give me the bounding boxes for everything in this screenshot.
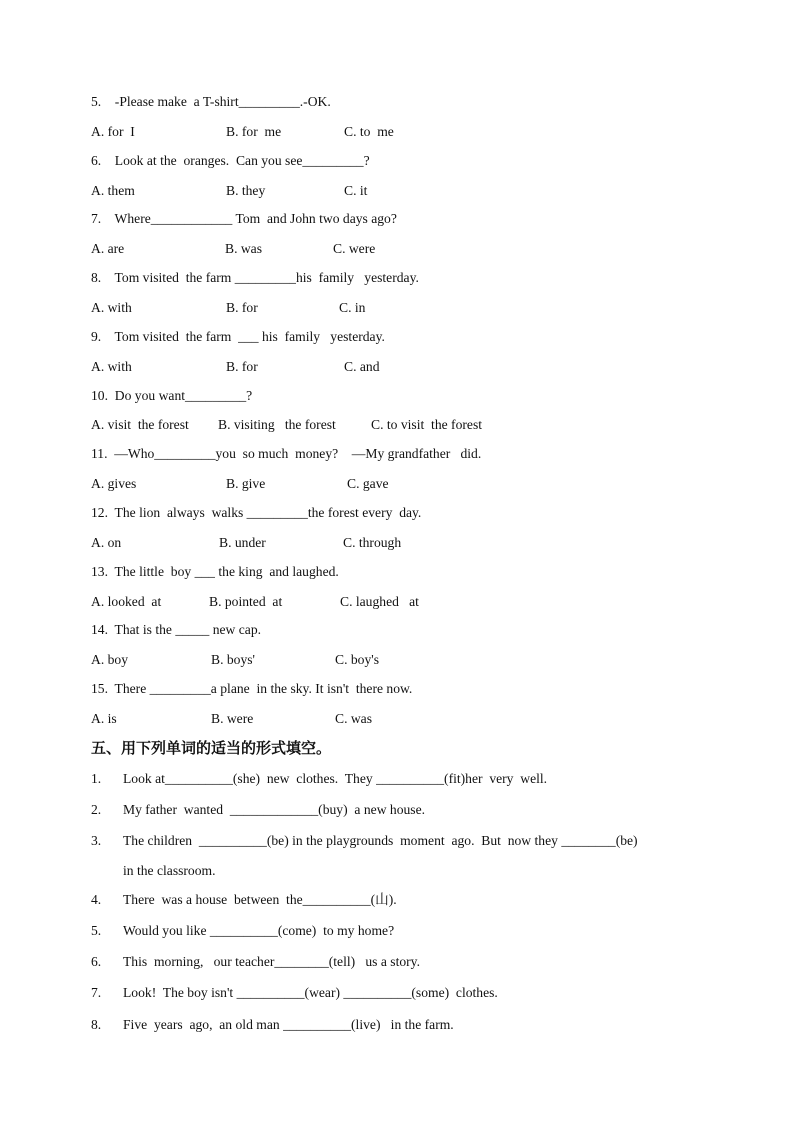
option-a: A. with bbox=[91, 300, 132, 315]
question-8: 8. Tom visited the farm _________his family yesterday. bbox=[91, 270, 419, 285]
options-15 bbox=[91, 710, 373, 728]
question-11: 11. —Who_________you so much money? —My grandfather did. bbox=[91, 446, 482, 461]
item-number: 6. bbox=[91, 954, 102, 969]
options-14 bbox=[91, 651, 379, 669]
option-a: A. for I bbox=[91, 124, 135, 139]
option-c: C. boy's bbox=[335, 652, 379, 667]
option-b: B. visiting the forest bbox=[218, 417, 336, 432]
option-b: B. for bbox=[226, 359, 258, 374]
options-11 bbox=[91, 475, 389, 493]
option-b: B. for bbox=[226, 300, 258, 315]
option-b: B. pointed at bbox=[209, 594, 283, 609]
option-a: A. with bbox=[91, 359, 132, 374]
options-7 bbox=[91, 240, 376, 258]
option-a: A. on bbox=[91, 535, 122, 550]
item-text: Look! The boy isn't __________(wear) __________(some) clothes. bbox=[123, 985, 498, 1000]
item-number: 7. bbox=[91, 985, 102, 1000]
item-text: The children __________(be) in the playgrounds moment ago. But now they ________(be) bbox=[123, 833, 638, 848]
question-13: 13. The little boy ___ the king and laughed. bbox=[91, 564, 339, 579]
option-c: C. to me bbox=[344, 124, 394, 139]
option-b: B. under bbox=[219, 535, 266, 550]
item-text: There was a house between the__________(山). bbox=[123, 892, 397, 907]
item-text: Five years ago, an old man __________(live) in the farm. bbox=[123, 1017, 454, 1032]
question-9: 9. Tom visited the farm ___ his family yesterday. bbox=[91, 329, 385, 344]
item-number: 1. bbox=[91, 771, 102, 786]
question-10: 10. Do you want_________? bbox=[91, 388, 253, 403]
option-a: A. visit the forest bbox=[91, 417, 189, 432]
item-number: 5. bbox=[91, 923, 102, 938]
item-number: 4. bbox=[91, 892, 102, 907]
options-10 bbox=[91, 416, 483, 434]
item-text: Would you like __________(come) to my home? bbox=[123, 923, 395, 938]
item-text: This morning, our teacher________(tell) us a story. bbox=[123, 954, 420, 969]
option-b: B. give bbox=[226, 476, 266, 491]
options-13 bbox=[91, 593, 419, 611]
item-text: Look at__________(she) new clothes. They __________(fit)her very well. bbox=[123, 771, 548, 786]
options-5 bbox=[91, 123, 394, 141]
option-a: A. is bbox=[91, 711, 117, 726]
options-12 bbox=[91, 534, 402, 552]
section-heading: 五、用下列单词的适当的形式填空。 bbox=[91, 739, 332, 757]
option-c: C. was bbox=[335, 711, 373, 726]
option-b: B. was bbox=[225, 241, 263, 256]
question-5: 5. -Please make a T-shirt_________.-OK. bbox=[91, 94, 331, 109]
options-8 bbox=[91, 299, 366, 317]
options-9 bbox=[91, 358, 380, 376]
option-c: C. gave bbox=[347, 476, 389, 491]
question-14: 14. That is the _____ new cap. bbox=[91, 622, 262, 637]
option-c: C. and bbox=[344, 359, 380, 374]
option-b: B. boys' bbox=[211, 652, 255, 667]
option-c: C. through bbox=[343, 535, 402, 550]
option-c: C. were bbox=[333, 241, 376, 256]
item-number: 3. bbox=[91, 833, 102, 848]
options-6 bbox=[91, 182, 368, 200]
option-b: B. were bbox=[211, 711, 254, 726]
item-number: 8. bbox=[91, 1017, 102, 1032]
item-text: My father wanted _____________(buy) a new house. bbox=[123, 802, 426, 817]
item-number: 2. bbox=[91, 802, 102, 817]
option-c: C. in bbox=[339, 300, 366, 315]
option-a: A. looked at bbox=[91, 594, 162, 609]
option-b: B. for me bbox=[226, 124, 282, 139]
option-c: C. to visit the forest bbox=[371, 417, 483, 432]
item-text: in the classroom. bbox=[123, 863, 216, 878]
question-12: 12. The lion always walks _________the forest every day. bbox=[91, 505, 422, 520]
option-b: B. they bbox=[226, 183, 266, 198]
option-a: A. gives bbox=[91, 476, 137, 491]
option-c: C. laughed at bbox=[340, 594, 419, 609]
option-a: A. are bbox=[91, 241, 125, 256]
option-c: C. it bbox=[344, 183, 368, 198]
question-6: 6. Look at the oranges. Can you see_________? bbox=[91, 153, 370, 168]
question-7: 7. Where____________ Tom and John two days ago? bbox=[91, 211, 397, 226]
question-15: 15. There _________a plane in the sky. It isn't there now. bbox=[91, 681, 413, 696]
option-a: A. them bbox=[91, 183, 135, 198]
option-a: A. boy bbox=[91, 652, 129, 667]
